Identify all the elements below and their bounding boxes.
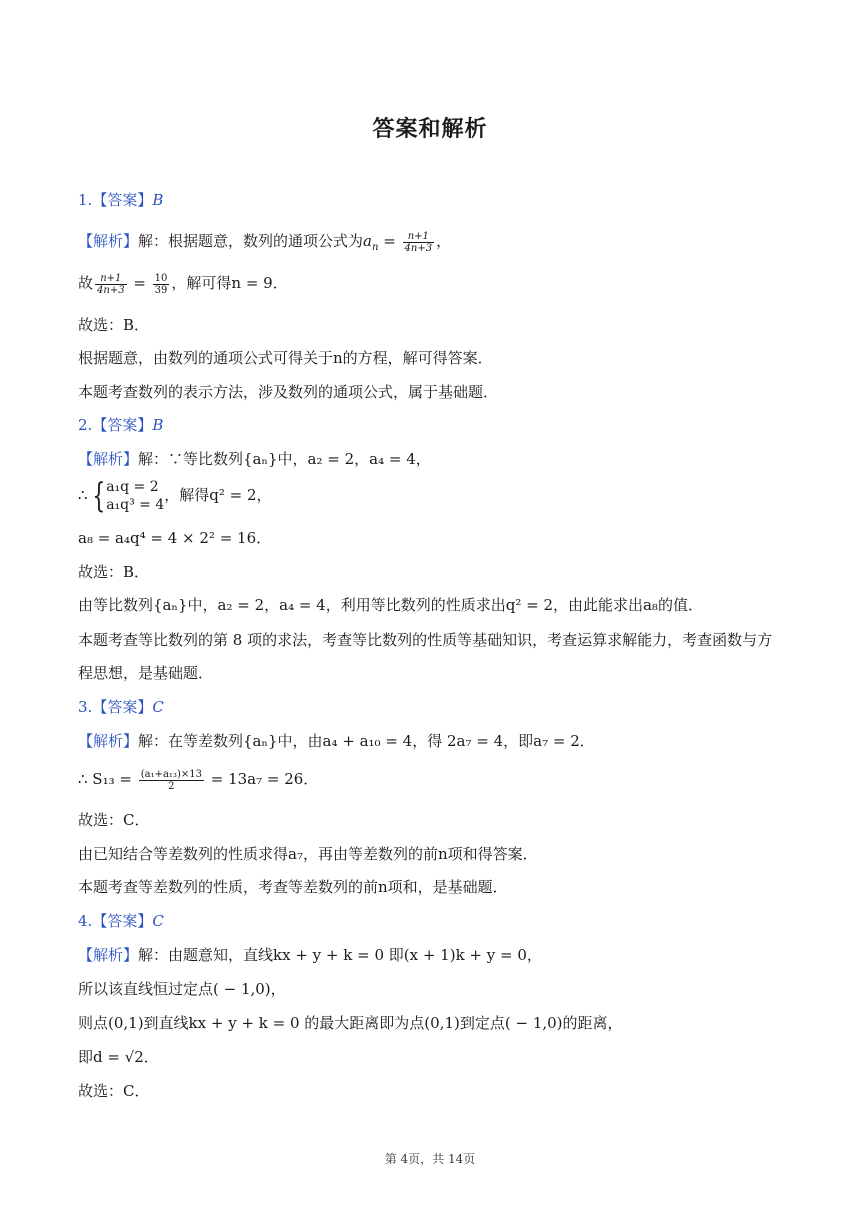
q1-analysis-line1	[78, 230, 451, 259]
q3-l2-post: = 13a₇ = 26．	[205, 770, 319, 788]
q4-analysis-tag: 【解析】	[78, 946, 139, 964]
q1-answer-tag: 【答案】	[92, 191, 153, 209]
q1-l2-num2: 10	[154, 272, 168, 284]
q4-analysis-line1	[78, 944, 542, 966]
q3-l2-num: (a₁+a₁₃)×13	[140, 768, 202, 780]
q1-l1-eq: =	[378, 232, 401, 250]
q1-l1-post: ，	[436, 232, 452, 250]
q4-line2: 所以该直线恒过定点( − 1,0)，	[78, 980, 286, 998]
q2-l2-post: ，解得q² = 2，	[164, 486, 272, 504]
q2-line5: 由等比数列{aₙ}中，a₂ = 2，a₄ = 4，利用等比数列的性质求出q² = 2，由此能求出a₈的值．	[78, 596, 703, 614]
q2-analysis-line1	[78, 448, 431, 470]
q3-answer-line	[78, 696, 164, 718]
q2-brace: {	[91, 476, 105, 516]
q3-l1: 解：在等差数列{aₙ}中，由a₄ + a₁₀ = 4，得 2a₇ = 4，即a₇ = 2．	[138, 732, 595, 750]
q1-l2-den2: 39	[154, 284, 168, 296]
q1-l1-den: 4n+3	[404, 242, 433, 254]
q4-line4: 即d = √2．	[78, 1048, 159, 1066]
page-title: 答案和解析	[372, 117, 488, 142]
q3-answer-tag: 【答案】	[92, 698, 153, 716]
q3-l2-fraction	[139, 769, 204, 792]
q1-analysis-line2	[78, 272, 288, 296]
q4-answer: C	[152, 912, 164, 930]
q4-l1: 解：由题意知，直线kx + y + k = 0 即(x + 1)k + y = 0，	[138, 946, 542, 964]
q2-l1: 解：∵等比数列{aₙ}中，a₂ = 2，a₄ = 4，	[138, 450, 431, 468]
q2-l2-pre: ∴	[78, 486, 88, 504]
q1-l1-pre: 解：根据题意，数列的通项公式为	[138, 232, 364, 250]
q1-l2-pre: 故	[78, 274, 94, 292]
q2-answer: B	[152, 416, 164, 434]
q2-system	[106, 478, 164, 514]
q3-line3: 故选：C．	[78, 811, 150, 829]
q1-l1-lhs: a	[363, 232, 372, 250]
q1-l2-post: ，解可得n = 9．	[171, 274, 288, 292]
q4-line3: 则点(0,1)到直线kx + y + k = 0 的最大距离即为点(0,1)到定点( − 1,0)的距离，	[78, 1014, 623, 1032]
q3-line4: 由已知结合等差数列的性质求得a₇，再由等差数列的前n项和得答案．	[78, 845, 538, 863]
q1-l2-fraction2	[153, 273, 170, 296]
q3-analysis-tag: 【解析】	[78, 732, 139, 750]
q1-l2-den: 4n+3	[97, 284, 125, 296]
q2-sys2: a₁q³ = 4	[106, 497, 165, 513]
q2-answer-line	[78, 414, 163, 436]
q1-l1-fraction	[403, 231, 435, 254]
q4-number: 4.	[78, 912, 93, 930]
q1-line3: 故选：B．	[78, 316, 150, 334]
q2-line7: 程思想，是基础题．	[78, 664, 214, 682]
q2-line4: 故选：B．	[78, 563, 150, 581]
q1-answer-line	[78, 189, 163, 211]
q3-analysis-line2	[78, 768, 318, 792]
q3-l2-pre: ∴ S₁₃ =	[78, 770, 137, 788]
q4-answer-line	[78, 910, 164, 932]
q2-line3: a₈ = a₄q⁴ = 4 × 2² = 16．	[78, 529, 272, 547]
q1-line4: 根据题意，由数列的通项公式可得关于n的方程，解可得答案．	[78, 349, 493, 367]
page-footer: 第 4页，共 14页	[384, 1152, 476, 1166]
q1-l1-sub: n	[371, 242, 379, 253]
q2-analysis-line2	[78, 478, 272, 514]
q2-analysis-tag: 【解析】	[78, 450, 139, 468]
q1-l2-eq: =	[128, 274, 151, 292]
q3-number: 3.	[78, 698, 93, 716]
q1-l2-num: n+1	[95, 273, 127, 285]
q3-answer: C	[152, 698, 164, 716]
q3-line5: 本题考查等差数列的性质，考查等差数列的前n项和，是基础题．	[78, 878, 508, 896]
q2-number: 2.	[78, 416, 93, 434]
q4-line5: 故选：C．	[78, 1082, 150, 1100]
q2-answer-tag: 【答案】	[92, 416, 153, 434]
q4-answer-tag: 【答案】	[92, 912, 153, 930]
q1-analysis-tag: 【解析】	[78, 232, 139, 250]
q3-analysis-line1	[78, 730, 595, 752]
q1-number: 1.	[78, 191, 93, 209]
q1-answer: B	[152, 191, 164, 209]
q2-line6: 本题考查等比数列的第 8 项的求法，考查等比数列的性质等基础知识，考查运算求解能力，考查函数与方	[78, 631, 773, 649]
q1-line5: 本题考查数列的表示方法，涉及数列的通项公式，属于基础题．	[78, 383, 499, 401]
q1-l1-num: n+1	[403, 231, 435, 243]
q1-l2-fraction	[95, 273, 127, 296]
q2-sys1: a₁q = 2	[106, 479, 159, 495]
q3-l2-den: 2	[168, 780, 175, 792]
